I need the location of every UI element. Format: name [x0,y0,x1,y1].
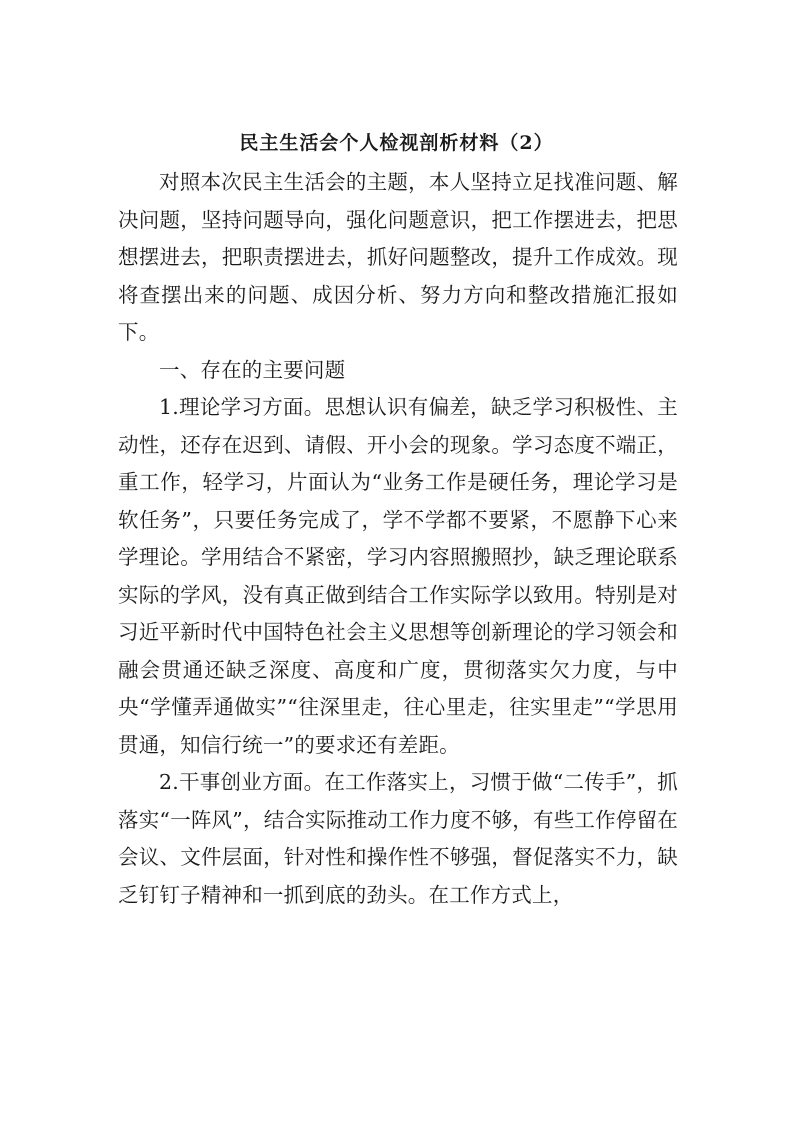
document-title: 民主生活会个人检视剖析材料（2） [239,132,554,154]
paragraph-work-performance: 2.干事创业方面。在工作落实上，习惯于做“二传手”，抓落实“一阵风”，结合实际推动工作力度不够，有些工作停留在会议、文件层面，针对性和操作性不够强，督促落实不力，缺乏钉钉子精神和一抓到底的劲头。在工作方式上， [118,770,678,907]
intro-paragraph: 对照本次民主生活会的主题，本人坚持立足找准问题、解决问题，坚持问题导向，强化问题意识，把工作摆进去，把思想摆进去，把职责摆进去，抓好问题整改，提升工作成效。现将查摆出来的问题、成因分析、努力方向和整改措施汇报如下。 [118,170,678,344]
paragraph-theory-study: 1.理论学习方面。思想认识有偏差，缺乏学习积极性、主动性，还存在迟到、请假、开小会的现象。学习态度不端正，重工作，轻学习，片面认为“业务工作是硬任务，理论学习是软任务”，只要任务完成了，学不学都不要紧，不愿静下心来学理论。学用结合不紧密，学习内容照搬照抄，缺乏理论联系实际的学风，没有真正做到结合工作实际学以致用。特别是对习近平新时代中国特色社会主义思想等创新理论的学习领会和融会贯通还缺乏深度、高度和广度，贯彻落实欠力度，与中央“学懂弄通做实”“往深里走，往心里走，往实里走”“学思用贯通，知信行统一”的要求还有差距。 [118,395,678,757]
section-heading-main-problems: 一、存在的主要问题 [159,357,346,382]
document-body [118,164,678,914]
